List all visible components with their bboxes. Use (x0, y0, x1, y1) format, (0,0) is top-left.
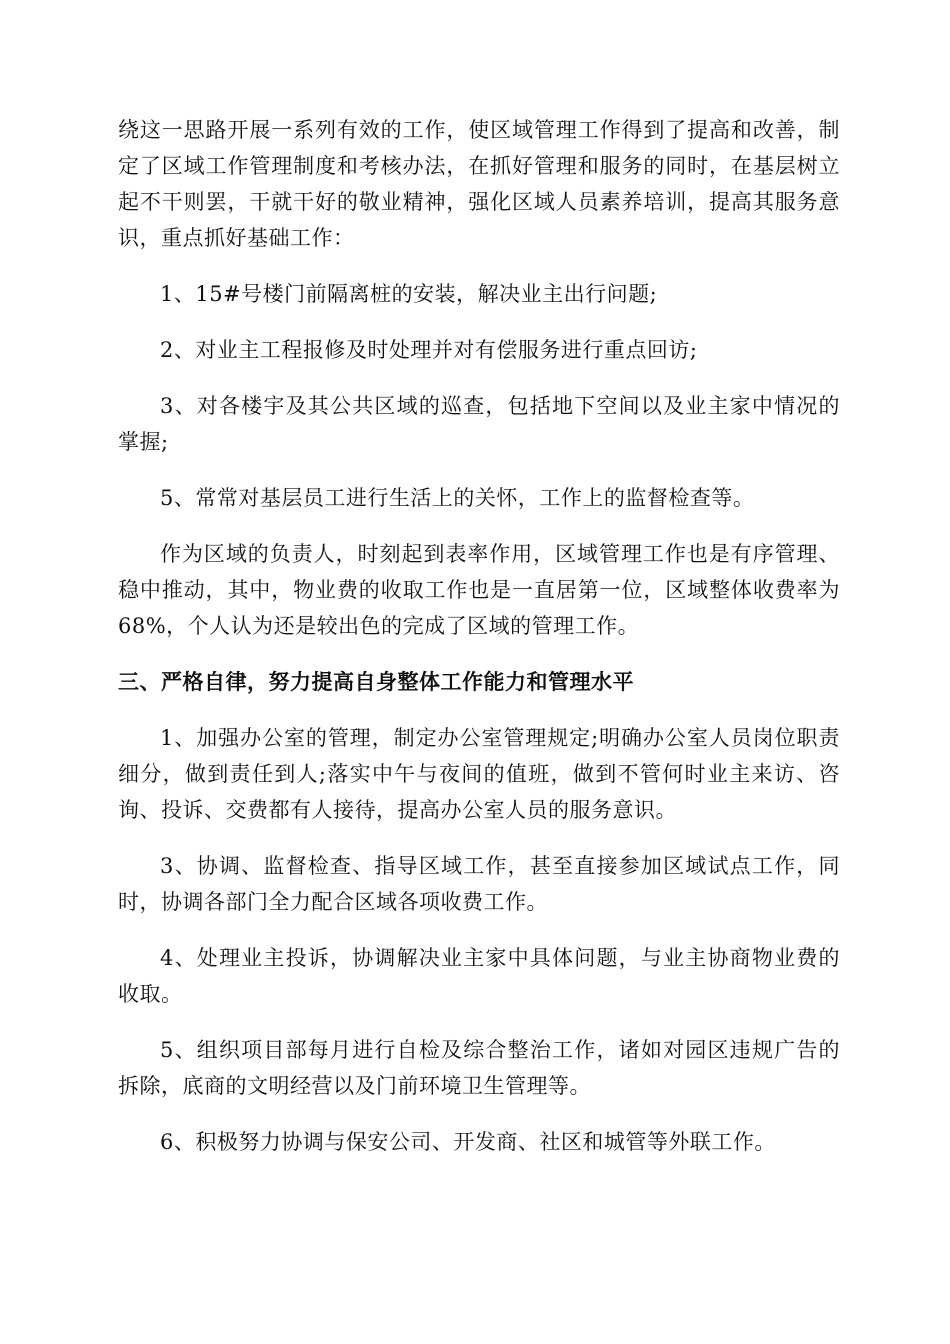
list-item: 1、加强办公室的管理，制定办公室管理规定;明确办公室人员岗位职责细分，做到责任到人;落实中午与夜间的值班，做到不管何时业主来访、咨询、投诉、交费都有人接待，提高办公室人员的服务意识。 (118, 726, 840, 822)
list-item: 5、常常对基层员工进行生活上的关怀，工作上的监督检查等。 (160, 486, 755, 510)
list-item: 1、15#号楼门前隔离桩的安装，解决业主出行问题; (160, 282, 658, 306)
section-heading: 三、严格自律，努力提高自身整体工作能力和管理水平 (118, 670, 634, 694)
summary-paragraph: 作为区域的负责人，时刻起到表率作用，区域管理工作也是有序管理、稳中推动，其中，物业费的收取工作也是一直居第一位，区域整体收费率为68%，个人认为还是较出色的完成了区域的管理工作。 (118, 542, 840, 638)
intro-paragraph: 绕这一思路开展一系列有效的工作，使区域管理工作得到了提高和改善，制定了区域工作管理制度和考核办法，在抓好管理和服务的同时，在基层树立起不干则罢，干就干好的敬业精神，强化区域人员素养培训，提高其服务意识，重点抓好基础工作： (118, 118, 840, 250)
list-item: 4、处理业主投诉，协调解决业主家中具体问题，与业主协商物业费的收取。 (118, 946, 840, 1006)
list-item: 3、协调、监督检查、指导区域工作，甚至直接参加区域试点工作，同时，协调各部门全力配合区域各项收费工作。 (118, 854, 840, 914)
list-item: 3、对各楼宇及其公共区域的巡查，包括地下空间以及业主家中情况的掌握; (118, 394, 840, 454)
list-item: 2、对业主工程报修及时处理并对有偿服务进行重点回访; (160, 338, 698, 362)
list-item: 5、组织项目部每月进行自检及综合整治工作，诸如对园区违规广告的拆除，底商的文明经营以及门前环境卫生管理等。 (118, 1038, 840, 1098)
list-item: 6、积极努力协调与保安公司、开发商、社区和城管等外联工作。 (160, 1130, 776, 1154)
document-body (118, 112, 840, 1160)
